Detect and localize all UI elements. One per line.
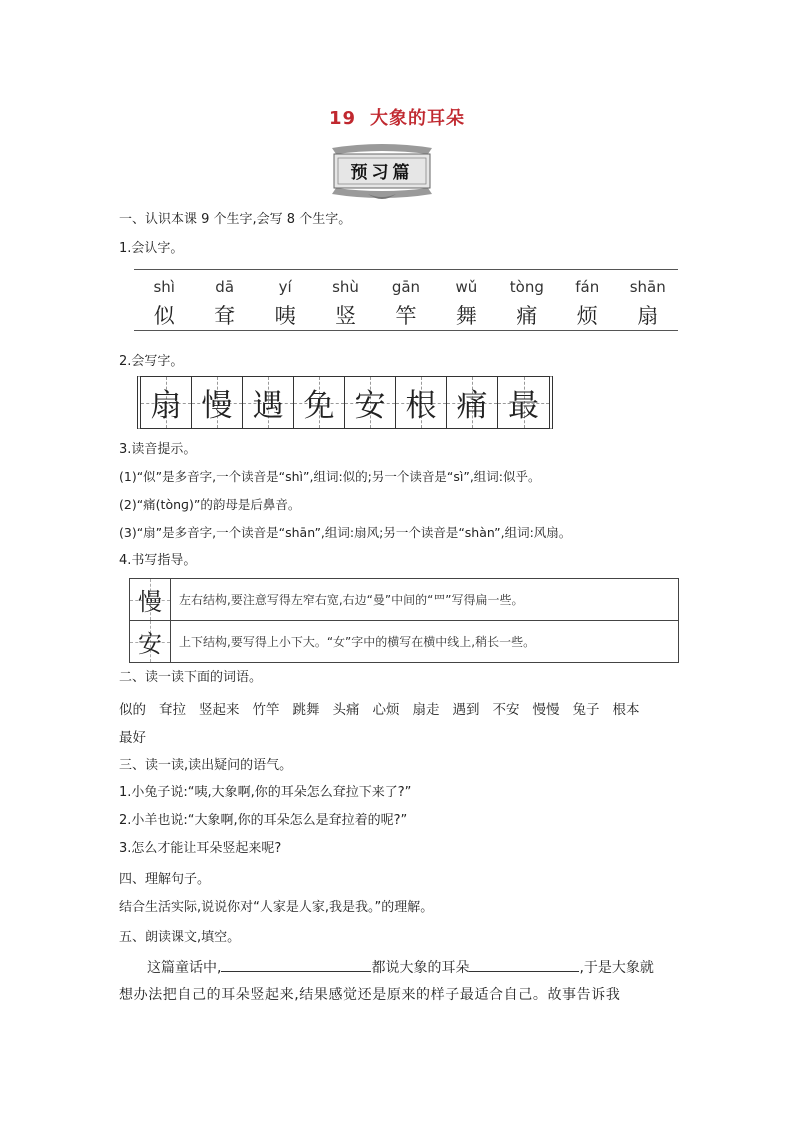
char-1: 似: [153, 304, 175, 328]
pinyin-row: [134, 278, 678, 296]
section1-sub2: 2.会写字。: [119, 354, 184, 369]
pinyin-6: wǔ: [455, 278, 478, 296]
fill-blank-line-2: 想办法把自己的耳朵竖起来,结果感觉还是原来的样子最适合自己。故事告诉我: [119, 987, 621, 1003]
guide-text: 左右结构,要注意写得左窄右宽,右边“曼”中间的“罒”写得扁一些。: [179, 593, 524, 607]
grid-cell: 遇: [243, 377, 294, 428]
word: 遇到: [452, 702, 480, 718]
pinyin-5: gān: [391, 278, 421, 296]
guide-char: 安: [130, 621, 171, 662]
section1-sub3: 3.读音提示。: [119, 442, 197, 457]
page-title: [0, 104, 794, 130]
note-1: (1)“似”是多音字,一个读音是“shì”,组词:似的;另一个读音是“sì”,组词:似乎。: [119, 469, 541, 484]
note-2: (2)“痛(tònɡ)”的韵母是后鼻音。: [119, 497, 301, 512]
pinyin-4: shù: [332, 278, 359, 296]
pinyin-1: shì: [153, 278, 175, 296]
char-9: 扇: [637, 304, 659, 328]
section2-heading: 二、读一读下面的词语。: [119, 670, 263, 685]
word: 根本: [612, 702, 640, 718]
word: 慢慢: [532, 702, 560, 718]
grid-cell: 安: [345, 377, 396, 428]
section5-heading: 五、朗读课文,填空。: [119, 930, 241, 945]
char-5: 竿: [395, 304, 417, 328]
word: 竖起来: [199, 702, 240, 718]
char-7: 痛: [516, 304, 538, 328]
word: 头痛: [332, 702, 360, 718]
word: 耷拉: [159, 702, 186, 718]
pinyin-7: tòng: [509, 278, 544, 296]
question-2: 2.小羊也说:“大象啊,你的耳朵怎么是耷拉着的呢?”: [119, 813, 408, 828]
note-3: (3)“扇”是多音字,一个读音是“shān”,组词:扇风;另一个读音是“shàn”,组词:风扇。: [119, 525, 572, 540]
word: 心烦: [372, 702, 400, 718]
section4-heading: 四、理解句子。: [119, 872, 211, 887]
char-3: 咦: [274, 304, 296, 328]
banner-label: 预习篇: [350, 163, 414, 183]
section4-text: 结合生活实际,说说你对“人家是人家,我是我。”的理解。: [119, 900, 434, 915]
char-8: 烦: [576, 304, 598, 328]
word: 扇走: [412, 702, 440, 718]
grid-cell: 慢: [192, 377, 243, 428]
pinyin-2: dā: [215, 278, 235, 296]
char-4: 竖: [335, 304, 357, 328]
blank-ears[interactable]: [469, 957, 579, 972]
section-banner: [328, 142, 436, 200]
guide-text: 上下结构,要写得上小下大。“女”字中的横写在横中线上,稍长一些。: [179, 635, 536, 649]
grid-cell: 根: [396, 377, 447, 428]
word-list: [119, 696, 679, 752]
word: 竹竿: [252, 702, 280, 718]
word: 最好: [119, 730, 146, 746]
pinyin-3: yí: [278, 278, 292, 296]
writing-grid: [137, 376, 553, 429]
section1-heading: 一、认识本课 9 个生字,会写 8 个生字。: [119, 212, 352, 227]
fill-blank-line-1: 这篇童话中, 都说大象的耳朵 ,于是大象就: [147, 957, 707, 977]
word: 兔子: [572, 702, 600, 718]
writing-guide-table: [129, 578, 679, 663]
word: 似的: [119, 702, 146, 718]
pinyin-table: [134, 269, 678, 331]
word: 跳舞: [292, 702, 320, 718]
grid-cell: 免: [294, 377, 345, 428]
question-3: 3.怎么才能让耳朵竖起来呢?: [119, 841, 282, 856]
blank-who[interactable]: [221, 957, 371, 972]
grid-cell: 扇: [141, 377, 192, 428]
lesson-title: 大象的耳朵: [370, 108, 466, 129]
section1-sub1: 1.会认字。: [119, 241, 184, 256]
section1-sub4: 4.书写指导。: [119, 553, 197, 568]
guide-row: [130, 579, 678, 621]
word: 不安: [492, 702, 520, 718]
pinyin-9: shān: [629, 278, 666, 296]
guide-char: 慢: [130, 579, 171, 620]
guide-row: [130, 621, 678, 662]
char-row: [134, 300, 678, 330]
grid-cell: 最: [498, 377, 549, 428]
section3-heading: 三、读一读,读出疑问的语气。: [119, 758, 293, 773]
pinyin-8: fán: [575, 278, 600, 296]
question-1: 1.小兔子说:“咦,大象啊,你的耳朵怎么耷拉下来了?”: [119, 785, 412, 800]
lesson-number: 19: [328, 108, 357, 129]
char-6: 舞: [455, 304, 477, 328]
grid-cell: 痛: [447, 377, 498, 428]
char-2: 耷: [214, 304, 236, 328]
